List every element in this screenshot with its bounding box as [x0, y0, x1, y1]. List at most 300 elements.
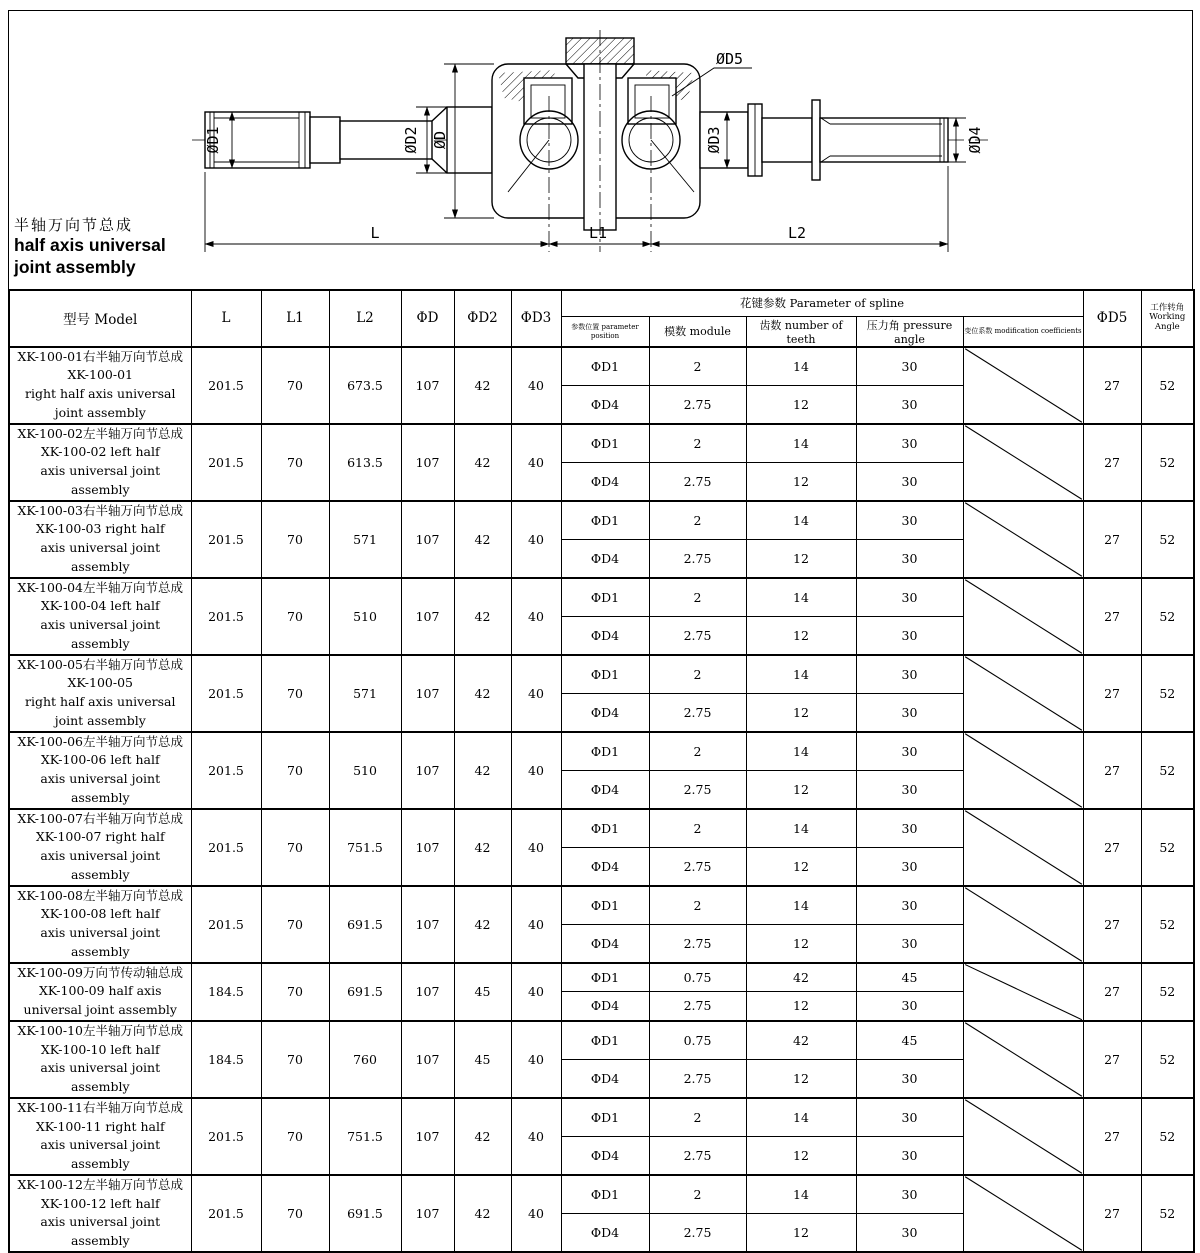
col-header-L2: L2 — [329, 290, 401, 347]
diagonal-slash — [964, 1099, 1083, 1174]
col-header-dD: ΦD — [401, 290, 454, 347]
cell-dD5: 27 — [1083, 655, 1141, 732]
cell-L1: 70 — [261, 347, 329, 424]
model-cell — [9, 963, 191, 1021]
modification-coefficients-cell — [963, 1098, 1083, 1175]
diagonal-slash — [964, 502, 1083, 577]
diagonal-slash — [964, 579, 1083, 654]
cell-module-d1: 2 — [649, 501, 746, 540]
diagonal-slash — [964, 1022, 1083, 1097]
model-name-line2: axis universal joint assembly — [40, 1214, 161, 1248]
cell-working-angle: 52 — [1141, 809, 1194, 886]
cell-pressure-angle-d4: 30 — [856, 539, 963, 578]
cell-module-d1: 2 — [649, 732, 746, 771]
cell-teeth-d1: 42 — [746, 1021, 856, 1060]
modification-coefficients-cell — [963, 347, 1083, 424]
cell-pressure-angle-d4: 30 — [856, 924, 963, 963]
model-name-line1: XK-100-12左半轴万向节总成 XK-100-12 left half — [17, 1176, 184, 1211]
cell-module-d1: 2 — [649, 1175, 746, 1214]
cell-L: 201.5 — [191, 886, 261, 963]
cell-L2: 751.5 — [329, 809, 401, 886]
model-name-line1: XK-100-07右半轴万向节总成 XK-100-07 right half — [17, 810, 184, 845]
cell-pressure-angle-d4: 30 — [856, 770, 963, 809]
col-header-parameter-position: 参数位置 parameter position — [561, 316, 649, 347]
cell-spline-position-d1: ΦD1 — [561, 347, 649, 386]
cell-L: 201.5 — [191, 809, 261, 886]
cell-dD: 107 — [401, 655, 454, 732]
cell-L: 201.5 — [191, 1098, 261, 1175]
cell-module-d4: 2.75 — [649, 770, 746, 809]
cell-teeth-d1: 14 — [746, 1175, 856, 1214]
diagonal-slash — [964, 887, 1083, 962]
cell-dD2: 42 — [454, 732, 511, 809]
table-row — [9, 655, 1194, 694]
cell-teeth-d1: 14 — [746, 578, 856, 617]
cell-dD3: 40 — [511, 809, 561, 886]
cell-working-angle: 52 — [1141, 732, 1194, 809]
cell-spline-position-d1: ΦD1 — [561, 424, 649, 463]
cell-module-d1: 2 — [649, 886, 746, 925]
dim-label-L: L — [370, 224, 380, 242]
cell-module-d4: 2.75 — [649, 992, 746, 1021]
cell-L2: 691.5 — [329, 886, 401, 963]
cell-pressure-angle-d4: 30 — [856, 1213, 963, 1252]
cell-working-angle: 52 — [1141, 1021, 1194, 1098]
cell-L2: 571 — [329, 655, 401, 732]
cell-L2: 751.5 — [329, 1098, 401, 1175]
cell-dD2: 42 — [454, 655, 511, 732]
model-name-line1: XK-100-04左半轴万向节总成 XK-100-04 left half — [17, 579, 184, 614]
cell-working-angle: 52 — [1141, 963, 1194, 1021]
table-row — [9, 501, 1194, 540]
cell-spline-position-d1: ΦD1 — [561, 732, 649, 771]
cell-L1: 70 — [261, 732, 329, 809]
cell-working-angle: 52 — [1141, 1175, 1194, 1252]
cell-teeth-d4: 12 — [746, 462, 856, 501]
cell-dD: 107 — [401, 501, 454, 578]
dim-label-d5: ØD5 — [716, 50, 744, 68]
cell-teeth-d1: 14 — [746, 424, 856, 463]
model-name-line2: universal joint assembly — [23, 1002, 177, 1017]
cell-dD5: 27 — [1083, 886, 1141, 963]
cell-spline-position-d1: ΦD1 — [561, 809, 649, 848]
cell-dD5: 27 — [1083, 1021, 1141, 1098]
modification-coefficients-cell — [963, 886, 1083, 963]
model-name-line1: XK-100-09万向节传动轴总成 XK-100-09 half axis — [17, 964, 184, 999]
cell-teeth-d1: 14 — [746, 501, 856, 540]
cell-pressure-angle-d1: 45 — [856, 963, 963, 992]
cell-dD3: 40 — [511, 886, 561, 963]
cell-teeth-d4: 12 — [746, 924, 856, 963]
cell-pressure-angle-d1: 30 — [856, 1175, 963, 1214]
dim-label-L2: L2 — [787, 224, 807, 242]
model-name-line1: XK-100-10左半轴万向节总成 XK-100-10 left half — [17, 1022, 184, 1057]
table-row — [9, 424, 1194, 463]
cell-dD: 107 — [401, 1098, 454, 1175]
cell-dD2: 42 — [454, 1098, 511, 1175]
cell-module-d4: 2.75 — [649, 616, 746, 655]
cell-pressure-angle-d1: 30 — [856, 655, 963, 694]
working-angle-cn: 工作转角 — [1150, 302, 1185, 313]
col-header-L: L — [191, 290, 261, 347]
cell-pressure-angle-d1: 30 — [856, 732, 963, 771]
model-name-line1: XK-100-01右半轴万向节总成 XK-100-01 — [17, 348, 184, 383]
cell-spline-position-d1: ΦD1 — [561, 1175, 649, 1214]
cell-L1: 70 — [261, 424, 329, 501]
working-angle-en: Working Angle — [1149, 312, 1186, 333]
diagonal-slash — [964, 964, 1083, 1020]
table-row — [9, 886, 1194, 925]
diagonal-slash — [964, 810, 1083, 885]
cell-teeth-d4: 12 — [746, 616, 856, 655]
modification-coefficients-cell — [963, 578, 1083, 655]
cell-working-angle: 52 — [1141, 501, 1194, 578]
cell-pressure-angle-d4: 30 — [856, 847, 963, 886]
cell-module-d4: 2.75 — [649, 924, 746, 963]
universal-joint-technical-drawing — [0, 0, 1200, 288]
modification-coefficients-cell — [963, 1021, 1083, 1098]
cell-L2: 760 — [329, 1021, 401, 1098]
cell-module-d4: 2.75 — [649, 462, 746, 501]
cell-teeth-d1: 14 — [746, 655, 856, 694]
col-header-dD5: ΦD5 — [1083, 290, 1141, 347]
model-name-line2: axis universal joint assembly — [40, 1060, 161, 1094]
modification-coefficients-cell — [963, 655, 1083, 732]
cell-pressure-angle-d1: 30 — [856, 886, 963, 925]
model-cell — [9, 347, 191, 424]
cell-dD: 107 — [401, 1175, 454, 1252]
title-block — [14, 216, 166, 279]
modification-coefficients-cell — [963, 501, 1083, 578]
cell-teeth-d1: 14 — [746, 809, 856, 848]
dim-label-d3: ØD3 — [705, 126, 723, 154]
model-name-line1: XK-100-02左半轴万向节总成 XK-100-02 left half — [17, 425, 184, 460]
table-row — [9, 578, 1194, 617]
model-name-line2: axis universal joint assembly — [40, 1137, 161, 1171]
model-name-line2: right half axis universal joint assembly — [25, 386, 176, 420]
cell-spline-position-d4: ΦD4 — [561, 539, 649, 578]
model-name-line1: XK-100-05右半轴万向节总成 XK-100-05 — [17, 656, 184, 691]
col-header-working-angle — [1141, 290, 1194, 347]
cell-L: 201.5 — [191, 424, 261, 501]
cell-L1: 70 — [261, 655, 329, 732]
table-header — [9, 290, 1194, 347]
modification-coefficients-cell — [963, 963, 1083, 1021]
cell-pressure-angle-d4: 30 — [856, 693, 963, 732]
model-cell — [9, 732, 191, 809]
cell-spline-position-d1: ΦD1 — [561, 1021, 649, 1060]
col-header-spline-group: 花键参数 Parameter of spline — [561, 290, 1083, 316]
cell-L1: 70 — [261, 501, 329, 578]
cell-spline-position-d4: ΦD4 — [561, 1059, 649, 1098]
cell-dD2: 45 — [454, 1021, 511, 1098]
cell-L1: 70 — [261, 809, 329, 886]
modification-coefficients-cell — [963, 809, 1083, 886]
cell-dD5: 27 — [1083, 732, 1141, 809]
cell-pressure-angle-d4: 30 — [856, 616, 963, 655]
col-header-L1: L1 — [261, 290, 329, 347]
cell-L1: 70 — [261, 578, 329, 655]
cell-module-d4: 2.75 — [649, 1136, 746, 1175]
cell-teeth-d4: 12 — [746, 1059, 856, 1098]
cell-module-d4: 2.75 — [649, 1059, 746, 1098]
cell-L1: 70 — [261, 963, 329, 1021]
diagonal-slash — [964, 1176, 1083, 1251]
cell-spline-position-d1: ΦD1 — [561, 501, 649, 540]
cell-dD3: 40 — [511, 732, 561, 809]
cell-L2: 510 — [329, 732, 401, 809]
cell-pressure-angle-d1: 30 — [856, 578, 963, 617]
cell-L1: 70 — [261, 1175, 329, 1252]
model-name-line2: axis universal joint assembly — [40, 617, 161, 651]
cell-dD5: 27 — [1083, 578, 1141, 655]
cell-dD2: 42 — [454, 424, 511, 501]
cell-working-angle: 52 — [1141, 347, 1194, 424]
cell-dD3: 40 — [511, 578, 561, 655]
cell-dD5: 27 — [1083, 347, 1141, 424]
model-name-line2: axis universal joint assembly — [40, 771, 161, 805]
cell-spline-position-d1: ΦD1 — [561, 886, 649, 925]
cell-dD3: 40 — [511, 501, 561, 578]
cell-module-d4: 2.75 — [649, 539, 746, 578]
dim-label-L1: L1 — [588, 224, 608, 242]
cell-module-d4: 2.75 — [649, 385, 746, 424]
cell-spline-position-d4: ΦD4 — [561, 770, 649, 809]
dim-label-d1: ØD1 — [204, 126, 222, 154]
cell-spline-position-d4: ΦD4 — [561, 693, 649, 732]
model-name-line2: axis universal joint assembly — [40, 540, 161, 574]
cell-module-d4: 2.75 — [649, 1213, 746, 1252]
cell-L: 201.5 — [191, 1175, 261, 1252]
cell-L2: 691.5 — [329, 1175, 401, 1252]
cell-spline-position-d4: ΦD4 — [561, 847, 649, 886]
cell-dD: 107 — [401, 424, 454, 501]
cell-dD3: 40 — [511, 347, 561, 424]
cell-L2: 691.5 — [329, 963, 401, 1021]
cell-dD3: 40 — [511, 1021, 561, 1098]
cell-L1: 70 — [261, 1021, 329, 1098]
cell-module-d1: 2 — [649, 347, 746, 386]
cell-dD3: 40 — [511, 1098, 561, 1175]
cell-module-d1: 2 — [649, 809, 746, 848]
cell-dD5: 27 — [1083, 809, 1141, 886]
cell-L2: 673.5 — [329, 347, 401, 424]
cell-L: 201.5 — [191, 655, 261, 732]
cell-spline-position-d1: ΦD1 — [561, 655, 649, 694]
cell-working-angle: 52 — [1141, 655, 1194, 732]
model-name-line2: right half axis universal joint assembly — [25, 694, 176, 728]
cell-pressure-angle-d1: 45 — [856, 1021, 963, 1060]
cell-teeth-d4: 12 — [746, 1213, 856, 1252]
cell-teeth-d1: 14 — [746, 347, 856, 386]
model-name-line1: XK-100-06左半轴万向节总成 XK-100-06 left half — [17, 733, 184, 768]
cell-dD: 107 — [401, 963, 454, 1021]
table-row — [9, 963, 1194, 992]
cell-spline-position-d4: ΦD4 — [561, 385, 649, 424]
cell-spline-position-d4: ΦD4 — [561, 1136, 649, 1175]
cell-dD: 107 — [401, 578, 454, 655]
cell-pressure-angle-d4: 30 — [856, 1059, 963, 1098]
model-cell — [9, 1098, 191, 1175]
model-cell — [9, 655, 191, 732]
diagonal-slash — [964, 348, 1083, 423]
model-cell — [9, 501, 191, 578]
model-cell — [9, 886, 191, 963]
col-header-pressure-angle: 压力角 pressure angle — [856, 316, 963, 347]
modification-coefficients-cell — [963, 732, 1083, 809]
cell-dD2: 45 — [454, 963, 511, 1021]
cell-working-angle: 52 — [1141, 424, 1194, 501]
cell-dD3: 40 — [511, 963, 561, 1021]
cell-L2: 510 — [329, 578, 401, 655]
cell-module-d1: 0.75 — [649, 1021, 746, 1060]
table-row — [9, 1021, 1194, 1060]
cell-L: 201.5 — [191, 347, 261, 424]
diagonal-slash — [964, 656, 1083, 731]
cell-dD5: 27 — [1083, 501, 1141, 578]
cell-spline-position-d4: ΦD4 — [561, 462, 649, 501]
cell-pressure-angle-d4: 30 — [856, 992, 963, 1021]
table-row — [9, 347, 1194, 386]
cell-module-d4: 2.75 — [649, 847, 746, 886]
diagonal-slash — [964, 425, 1083, 500]
cell-L2: 571 — [329, 501, 401, 578]
cell-dD3: 40 — [511, 655, 561, 732]
cell-pressure-angle-d1: 30 — [856, 347, 963, 386]
cell-dD: 107 — [401, 886, 454, 963]
col-header-module: 模数 module — [649, 316, 746, 347]
table-body — [9, 347, 1194, 1252]
right-shaft — [700, 100, 948, 180]
cell-pressure-angle-d4: 30 — [856, 462, 963, 501]
model-name-line2: axis universal joint assembly — [40, 848, 161, 882]
cell-L: 184.5 — [191, 963, 261, 1021]
table-row — [9, 1175, 1194, 1214]
cell-module-d1: 2 — [649, 578, 746, 617]
cell-working-angle: 52 — [1141, 1098, 1194, 1175]
cell-dD2: 42 — [454, 886, 511, 963]
cell-spline-position-d4: ΦD4 — [561, 1213, 649, 1252]
part-title-en-line2: joint assembly — [14, 256, 136, 277]
model-name-line1: XK-100-03右半轴万向节总成 XK-100-03 right half — [17, 502, 184, 537]
cell-L: 184.5 — [191, 1021, 261, 1098]
cell-pressure-angle-d4: 30 — [856, 385, 963, 424]
cell-dD: 107 — [401, 347, 454, 424]
cell-spline-position-d4: ΦD4 — [561, 616, 649, 655]
cell-teeth-d4: 12 — [746, 847, 856, 886]
cell-module-d1: 2 — [649, 1098, 746, 1137]
cell-teeth-d4: 12 — [746, 992, 856, 1021]
cell-L: 201.5 — [191, 578, 261, 655]
dim-label-d: ØD — [431, 130, 449, 150]
cell-teeth-d4: 12 — [746, 1136, 856, 1175]
cell-spline-position-d4: ΦD4 — [561, 992, 649, 1021]
table-row — [9, 732, 1194, 771]
cell-L: 201.5 — [191, 732, 261, 809]
cell-module-d1: 2 — [649, 655, 746, 694]
cell-dD: 107 — [401, 732, 454, 809]
model-cell — [9, 1021, 191, 1098]
cell-teeth-d1: 42 — [746, 963, 856, 992]
cell-pressure-angle-d4: 30 — [856, 1136, 963, 1175]
cell-dD5: 27 — [1083, 963, 1141, 1021]
modification-coefficients-cell — [963, 424, 1083, 501]
cell-dD2: 42 — [454, 1175, 511, 1252]
cell-dD5: 27 — [1083, 1175, 1141, 1252]
cell-dD5: 27 — [1083, 424, 1141, 501]
cell-module-d1: 0.75 — [649, 963, 746, 992]
model-cell — [9, 1175, 191, 1252]
cell-teeth-d4: 12 — [746, 770, 856, 809]
cell-L1: 70 — [261, 1098, 329, 1175]
cell-dD2: 42 — [454, 347, 511, 424]
cell-teeth-d4: 12 — [746, 693, 856, 732]
model-name-line2: axis universal joint assembly — [40, 463, 161, 497]
specification-table — [8, 289, 1195, 1253]
cell-L: 201.5 — [191, 501, 261, 578]
cell-pressure-angle-d1: 30 — [856, 501, 963, 540]
cell-spline-position-d1: ΦD1 — [561, 578, 649, 617]
dim-label-d2: ØD2 — [402, 126, 420, 154]
model-name-line2: axis universal joint assembly — [40, 925, 161, 959]
cell-dD3: 40 — [511, 1175, 561, 1252]
cell-pressure-angle-d1: 30 — [856, 1098, 963, 1137]
col-header-dD3: ΦD3 — [511, 290, 561, 347]
model-cell — [9, 578, 191, 655]
cell-teeth-d1: 14 — [746, 1098, 856, 1137]
cell-dD5: 27 — [1083, 1098, 1141, 1175]
diagonal-slash — [964, 733, 1083, 808]
part-title-cn: 半轴万向节总成 — [14, 216, 134, 234]
cell-dD: 107 — [401, 1021, 454, 1098]
model-name-line1: XK-100-11右半轴万向节总成 XK-100-11 right half — [17, 1099, 184, 1134]
table-row — [9, 809, 1194, 848]
cell-dD: 107 — [401, 809, 454, 886]
part-title-en-line1: half axis universal — [14, 234, 166, 255]
cell-spline-position-d1: ΦD1 — [561, 1098, 649, 1137]
cell-working-angle: 52 — [1141, 886, 1194, 963]
cell-dD3: 40 — [511, 424, 561, 501]
cell-L2: 613.5 — [329, 424, 401, 501]
cell-teeth-d1: 14 — [746, 886, 856, 925]
col-header-modification-coefficients: 变位系数 modification coefficients — [963, 316, 1083, 347]
col-header-model: 型号 Model — [9, 290, 191, 347]
cell-pressure-angle-d1: 30 — [856, 424, 963, 463]
cell-dD2: 42 — [454, 501, 511, 578]
cell-teeth-d1: 14 — [746, 732, 856, 771]
col-header-number-of-teeth: 齿数 number of teeth — [746, 316, 856, 347]
cell-teeth-d4: 12 — [746, 385, 856, 424]
cell-pressure-angle-d1: 30 — [856, 809, 963, 848]
cell-spline-position-d1: ΦD1 — [561, 963, 649, 992]
model-cell — [9, 809, 191, 886]
cell-dD2: 42 — [454, 809, 511, 886]
model-cell — [9, 424, 191, 501]
col-header-dD2: ΦD2 — [454, 290, 511, 347]
dim-label-d4: ØD4 — [966, 126, 984, 154]
model-name-line1: XK-100-08左半轴万向节总成 XK-100-08 left half — [17, 887, 184, 922]
modification-coefficients-cell — [963, 1175, 1083, 1252]
cell-module-d1: 2 — [649, 424, 746, 463]
joint-housing — [492, 30, 700, 252]
cell-working-angle: 52 — [1141, 578, 1194, 655]
cell-L1: 70 — [261, 886, 329, 963]
table-row — [9, 1098, 1194, 1137]
cell-module-d4: 2.75 — [649, 693, 746, 732]
cell-teeth-d4: 12 — [746, 539, 856, 578]
cell-spline-position-d4: ΦD4 — [561, 924, 649, 963]
cell-dD2: 42 — [454, 578, 511, 655]
